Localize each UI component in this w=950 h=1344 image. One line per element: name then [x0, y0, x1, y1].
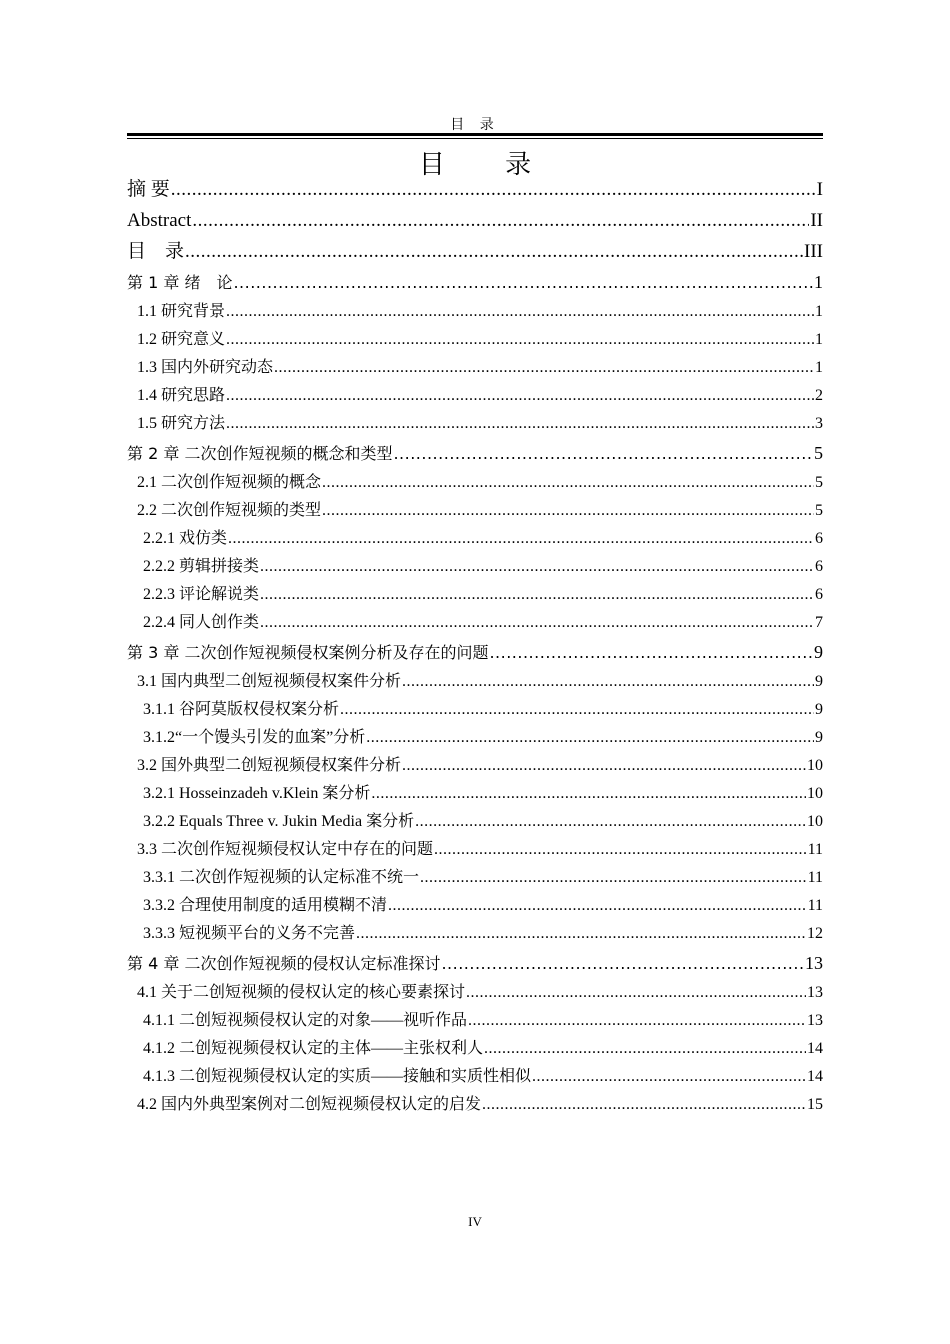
toc-entry-page: 11: [807, 841, 823, 858]
toc-entry-label: 1.3 国内外研究动态: [137, 359, 274, 376]
toc-entry[interactable]: [127, 298, 823, 326]
toc-dot-leader: [356, 920, 806, 948]
toc-dot-leader: [226, 410, 814, 438]
toc-entry[interactable]: [127, 1035, 823, 1063]
toc-entry[interactable]: [127, 864, 823, 892]
toc-title: 目 录: [418, 150, 558, 180]
toc-entry-label: 目 录: [127, 241, 185, 262]
toc-entry-label: 3.3.3 短视频平台的义务不完善: [143, 925, 356, 942]
toc-entry[interactable]: [127, 752, 823, 780]
toc-dot-leader: [274, 354, 814, 382]
toc-entry[interactable]: [127, 382, 823, 410]
running-header: 目 录: [450, 118, 500, 133]
toc-entry[interactable]: [127, 979, 823, 1007]
toc-dot-leader: [489, 637, 813, 668]
toc-entry-label: 2.2.2 剪辑拼接类: [143, 558, 260, 575]
toc-entry[interactable]: [127, 354, 823, 382]
toc-entry-page: 15: [807, 1096, 823, 1113]
toc-entry-page: 13: [807, 1012, 823, 1029]
toc-entry-page: 5: [815, 502, 823, 519]
toc-entry[interactable]: [127, 438, 823, 469]
toc-entry-page: 3: [815, 415, 823, 432]
page-number: IV: [468, 1214, 482, 1229]
toc-dot-leader: [260, 609, 814, 637]
toc-entry-label: 2.1 二次创作短视频的概念: [137, 474, 322, 491]
toc-dot-leader: [260, 581, 814, 609]
toc-entry[interactable]: [127, 267, 823, 298]
toc-entry-label: Abstract: [127, 210, 192, 231]
toc-entry-label: 第 4 章 二次创作短视频的侵权认定标准探讨: [127, 954, 441, 973]
toc-entry-label: 3.3.2 合理使用制度的适用模糊不清: [143, 897, 388, 914]
toc-entry[interactable]: [127, 836, 823, 864]
toc-entry-label: 3.3.1 二次创作短视频的认定标准不统一: [143, 869, 420, 886]
toc-entry-page: 9: [815, 701, 823, 718]
toc-entry[interactable]: [127, 410, 823, 438]
toc-entry-label: 第 3 章 二次创作短视频侵权案例分析及存在的问题: [127, 643, 489, 662]
toc-entry-page: 10: [807, 813, 823, 830]
toc-entry[interactable]: [127, 205, 823, 236]
toc-entry[interactable]: [127, 497, 823, 525]
toc-entry[interactable]: [127, 1091, 823, 1119]
toc-dot-leader: [468, 1007, 806, 1035]
toc-entry-label: 3.1 国内典型二创短视频侵权案件分析: [137, 673, 402, 690]
toc-entry-page: 6: [815, 558, 823, 575]
toc-entry-page: 11: [807, 897, 823, 914]
toc-dot-leader: [226, 298, 814, 326]
toc-entry-page: 13: [807, 984, 823, 1001]
toc-entry[interactable]: [127, 236, 823, 267]
toc-entry-label: 第 2 章 二次创作短视频的概念和类型: [127, 444, 393, 463]
toc-dot-leader: [366, 724, 814, 752]
toc-entry-label: 1.5 研究方法: [137, 415, 226, 432]
toc-dot-leader: [466, 979, 806, 1007]
toc-entry[interactable]: [127, 525, 823, 553]
toc-entry-page: 10: [807, 785, 823, 802]
toc-entry-page: 2: [815, 387, 823, 404]
toc-entry-page: 6: [815, 586, 823, 603]
toc-dot-leader: [388, 892, 807, 920]
toc-dot-leader: [402, 668, 814, 696]
toc-entry-label: 1.1 研究背景: [137, 303, 226, 320]
toc-entry[interactable]: [127, 696, 823, 724]
toc-entry[interactable]: [127, 668, 823, 696]
toc-entry-label: 2.2.4 同人创作类: [143, 614, 260, 631]
toc-entry-label: 1.2 研究意义: [137, 331, 226, 348]
toc-entry-page: 13: [805, 953, 823, 973]
toc-entry[interactable]: [127, 326, 823, 354]
toc-dot-leader: [228, 525, 814, 553]
toc-dot-leader: [185, 236, 803, 267]
toc-dot-leader: [415, 808, 806, 836]
toc-dot-leader: [420, 864, 807, 892]
toc-entry-label: 3.1.1 谷阿莫版权侵权案分析: [143, 701, 340, 718]
toc-entry[interactable]: [127, 469, 823, 497]
toc-entry-page: 1: [815, 303, 823, 320]
toc-entry-page: 9: [815, 729, 823, 746]
toc-entry-label: 2.2.1 戏仿类: [143, 530, 228, 547]
toc-entry-label: 4.1 关于二创短视频的侵权认定的核心要素探讨: [137, 984, 466, 1001]
toc-dot-leader: [233, 267, 813, 298]
toc-entry-label: 摘 要: [127, 179, 170, 200]
toc-entry-label: 4.1.2 二创短视频侵权认定的主体——主张权利人: [143, 1040, 484, 1057]
toc-entry[interactable]: [127, 808, 823, 836]
toc-dot-leader: [532, 1063, 806, 1091]
toc-entry-label: 2.2.3 评论解说类: [143, 586, 260, 603]
toc-entry[interactable]: [127, 637, 823, 668]
toc-entry-page: 14: [807, 1068, 823, 1085]
toc-entry-label: 3.3 二次创作短视频侵权认定中存在的问题: [137, 841, 434, 858]
toc-entry[interactable]: [127, 724, 823, 752]
toc-entry-page: 5: [814, 443, 823, 463]
toc-dot-leader: [434, 836, 807, 864]
toc-entry-label: 4.1.3 二创短视频侵权认定的实质——接触和实质性相似: [143, 1068, 532, 1085]
toc-entry-page: 14: [807, 1040, 823, 1057]
header-rule-thin: [127, 138, 823, 139]
toc-entry[interactable]: [127, 892, 823, 920]
toc-entry-label: 3.2.2 Equals Three v. Jukin Media 案分析: [143, 813, 415, 830]
toc-entry-page: II: [810, 210, 823, 231]
toc-entry-label: 3.1.2“一个馒头引发的血案”分析: [143, 729, 366, 746]
toc-entry-page: 10: [807, 757, 823, 774]
toc-dot-leader: [171, 174, 816, 205]
toc-entry[interactable]: [127, 553, 823, 581]
toc-dot-leader: [226, 326, 814, 354]
toc-entry-label: 3.2.1 Hosseinzadeh v.Klein 案分析: [143, 785, 371, 802]
toc-entry-page: III: [804, 241, 823, 262]
toc-dot-leader: [371, 780, 806, 808]
toc-entry-page: 11: [807, 869, 823, 886]
toc-dot-leader: [393, 438, 813, 469]
toc-entry-page: I: [816, 179, 823, 200]
toc-entry[interactable]: [127, 920, 823, 948]
toc-entry-page: 1: [815, 359, 823, 376]
toc-dot-leader: [322, 497, 814, 525]
toc-entry[interactable]: [127, 1007, 823, 1035]
toc-entry-page: 9: [815, 673, 823, 690]
toc-entry-page: 5: [815, 474, 823, 491]
toc-entry[interactable]: [127, 174, 823, 205]
header-rule-thick: [127, 133, 823, 136]
toc-entry-page: 1: [815, 331, 823, 348]
toc-dot-leader: [192, 205, 809, 236]
toc-dot-leader: [482, 1091, 806, 1119]
toc-entry-page: 12: [807, 925, 823, 942]
toc-entry-page: 9: [814, 642, 823, 662]
toc-entry-label: 2.2 二次创作短视频的类型: [137, 502, 322, 519]
toc-dot-leader: [340, 696, 814, 724]
toc-dot-leader: [402, 752, 806, 780]
toc-dot-leader: [441, 948, 804, 979]
toc-entry-label: 1.4 研究思路: [137, 387, 226, 404]
toc-dot-leader: [484, 1035, 806, 1063]
toc-entry-page: 6: [815, 530, 823, 547]
toc-entry[interactable]: [127, 609, 823, 637]
toc-dot-leader: [260, 553, 814, 581]
toc-entry[interactable]: [127, 948, 823, 979]
toc-entry[interactable]: [127, 581, 823, 609]
toc-dot-leader: [322, 469, 814, 497]
toc-entry-page: 1: [814, 272, 823, 292]
toc-entry-page: 7: [815, 614, 823, 631]
toc-entry-label: 4.2 国内外典型案例对二创短视频侵权认定的启发: [137, 1096, 482, 1113]
toc-entry-label: 第 1 章 绪 论: [127, 273, 233, 292]
toc-entry-label: 3.2 国外典型二创短视频侵权案件分析: [137, 757, 402, 774]
toc-entry-label: 4.1.1 二创短视频侵权认定的对象——视听作品: [143, 1012, 468, 1029]
toc-entry[interactable]: [127, 780, 823, 808]
table-of-contents: [127, 174, 823, 1119]
toc-entry[interactable]: [127, 1063, 823, 1091]
toc-dot-leader: [226, 382, 814, 410]
